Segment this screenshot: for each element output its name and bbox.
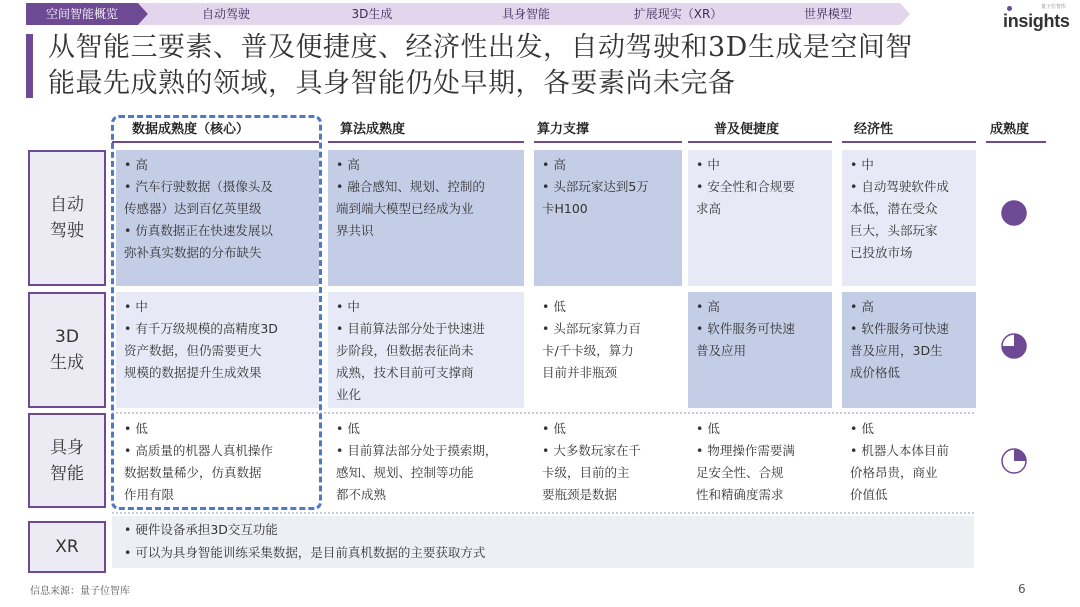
- row-label-embodied-ai: 具身 智能: [28, 413, 106, 508]
- column-underline: [688, 141, 832, 143]
- cell-line: 资产数据，但仍需要更大: [124, 343, 262, 358]
- column-header-economy: 经济性: [854, 122, 894, 137]
- cell-line: 巨大，头部玩家: [850, 223, 938, 238]
- cell-line: • 低: [542, 299, 566, 314]
- cell-driving-economy: [842, 150, 976, 286]
- cell-line: • 低: [336, 421, 360, 436]
- cell-line: 界共识: [336, 223, 374, 238]
- cell-line: • 机器人本体目前: [850, 443, 949, 458]
- cell-line: • 高质量的机器人真机操作: [124, 443, 273, 458]
- nav-item-autonomous-driving[interactable]: 自动驾驶: [201, 7, 250, 21]
- cell-line: • 目前算法部分处于快速进: [336, 321, 485, 336]
- title-accent-bar: [26, 34, 33, 98]
- cell-line: • 中: [336, 299, 360, 314]
- nav-item-embodied-ai[interactable]: 具身智能: [501, 7, 550, 21]
- cell-line: 性和精确度需求: [696, 487, 784, 502]
- cell-line: 端到端大模型已经成为业: [336, 201, 474, 216]
- cell-line: • 软件服务可快速: [850, 321, 949, 336]
- logo-subtext: 量子位智库: [1041, 4, 1067, 10]
- cell-line: • 高: [850, 299, 874, 314]
- cell-line: 卡/千卡级，算力: [542, 343, 634, 358]
- cell-embodied-accessibility: [688, 414, 832, 508]
- cell-line: 卡H100: [542, 201, 588, 216]
- cell-line: • 中: [124, 299, 148, 314]
- cell-3d-accessibility: [688, 292, 832, 408]
- page-number: 6: [1018, 582, 1026, 596]
- cell-3d-compute: [534, 292, 682, 408]
- cell-line: • 汽车行驶数据（摄像头及: [124, 179, 273, 194]
- cell-line: • 物理操作需要满: [696, 443, 795, 458]
- cell-line: • 仿真数据正在快速发展以: [124, 223, 273, 238]
- cell-driving-accessibility: [688, 150, 832, 286]
- cell-line: 已投放市场: [850, 245, 913, 260]
- cell-line: 价格昂贵，商业: [850, 465, 938, 480]
- cell-line: 价值低: [850, 487, 888, 502]
- cell-line: • 低: [124, 421, 148, 436]
- cell-3d-algorithm: [328, 292, 524, 408]
- cell-line: • 头部玩家算力百: [542, 321, 641, 336]
- cell-line: 求高: [696, 201, 722, 216]
- xr-line-2: • 可以为具身智能训练采集数据，是目前真机数据的主要获取方式: [124, 545, 486, 560]
- xr-line-1: • 硬件设备承担3D交互功能: [124, 522, 278, 537]
- cell-line: • 高: [542, 157, 566, 172]
- page-title-line-1: 从智能三要素、普及便捷度、经济性出发，自动驾驶和3D生成是空间智: [48, 32, 913, 63]
- nav-item-overview[interactable]: 空间智能概览: [45, 7, 118, 21]
- cell-line: 普及应用，3D生: [850, 343, 943, 358]
- cell-line: • 有千万级规模的高精度3D: [124, 321, 278, 336]
- page-title: [48, 30, 1048, 102]
- cell-line: 业化: [336, 387, 362, 402]
- cell-line: • 中: [696, 157, 720, 172]
- column-header-algorithm: 算法成熟度: [340, 122, 406, 137]
- row-label-3d-generation: 3D 生成: [28, 292, 106, 408]
- cell-line: 足安全性、合规: [696, 465, 784, 480]
- cell-line: • 软件服务可快速: [696, 321, 795, 336]
- cell-driving-compute: [534, 150, 682, 286]
- cell-line: 普及应用: [696, 343, 747, 358]
- column-header-data: 数据成熟度（核心）: [132, 122, 250, 137]
- maturity-fill: [1002, 201, 1026, 225]
- cell-line: 感知、规划、控制等功能: [336, 465, 474, 480]
- cell-embodied-algorithm: [328, 414, 524, 508]
- cell-line: 成价格低: [850, 365, 901, 380]
- column-header-maturity: 成熟度: [990, 122, 1030, 137]
- logo-wordmark: insights: [1003, 11, 1070, 31]
- nav-item-3d-generation[interactable]: 3D生成: [351, 7, 393, 21]
- cell-driving-algorithm: [328, 150, 524, 286]
- cell-line: • 高: [696, 299, 720, 314]
- column-underline: [986, 141, 1046, 143]
- cell-line: 数据数量稀少，仿真数据: [124, 465, 262, 480]
- cell-line: 要瓶颈是数据: [542, 487, 618, 502]
- cell-embodied-data: [116, 414, 319, 508]
- cell-line: • 低: [850, 421, 874, 436]
- cell-line: 步阶段，但数据表征尚未: [336, 343, 474, 358]
- cell-line: • 头部玩家达到5万: [542, 179, 649, 194]
- maturity-fill: [1014, 449, 1026, 461]
- column-underline: [842, 141, 976, 143]
- nav-item-world-model[interactable]: 世界模型: [803, 7, 852, 21]
- cell-line: 弥补真实数据的分布缺失: [124, 245, 262, 260]
- cell-line: • 低: [696, 421, 720, 436]
- maturity-indicator-driving: [1000, 199, 1028, 227]
- cell-line: • 安全性和合规要: [696, 179, 795, 194]
- column-underline: [534, 141, 682, 143]
- cell-line: 都不成熟: [336, 487, 387, 502]
- page-title-line-2: 能最先成熟的领域，具身智能仍处早期，各要素尚未完备: [48, 68, 736, 99]
- cell-line: • 融合感知、规划、控制的: [336, 179, 485, 194]
- row-separator: [112, 512, 974, 514]
- cell-line: • 中: [850, 157, 874, 172]
- cell-3d-economy: [842, 292, 976, 408]
- cell-line: 作用有限: [124, 487, 175, 502]
- cell-embodied-compute: [534, 414, 682, 508]
- maturity-indicator-embodied: [1000, 447, 1028, 475]
- column-header-accessibility: 普及便捷度: [714, 122, 780, 137]
- cell-driving-data: [116, 150, 319, 286]
- cell-line: • 高: [124, 157, 148, 172]
- cell-line: 卡级，目前的主: [542, 465, 630, 480]
- cell-line: • 目前算法部分处于摸索期，: [336, 443, 498, 458]
- nav-item-xr[interactable]: 扩展现实（XR）: [633, 7, 723, 21]
- row-label-autonomous-driving: 自动 驾驶: [28, 150, 106, 286]
- row-label-xr: XR: [28, 521, 106, 573]
- cell-line: 本低，潜在受众: [850, 201, 938, 216]
- cell-line: • 低: [542, 421, 566, 436]
- cell-line: 成熟，技术目前可支撑商: [336, 365, 474, 380]
- cell-line: 目前并非瓶颈: [542, 365, 618, 380]
- cell-line: 规模的数据提升生成效果: [124, 365, 262, 380]
- cell-3d-data: [116, 292, 319, 408]
- column-underline: [328, 141, 524, 143]
- cell-line: • 高: [336, 157, 360, 172]
- cell-embodied-economy: [842, 414, 976, 508]
- column-underline: [112, 141, 319, 143]
- cell-line: • 大多数玩家在千: [542, 443, 641, 458]
- cell-line: • 自动驾驶软件成: [850, 179, 949, 194]
- cell-line: 传感器）达到百亿英里级: [124, 201, 262, 216]
- top-nav: [26, 3, 910, 25]
- column-header-compute: 算力支撑: [537, 122, 590, 137]
- maturity-indicator-3d: [1000, 332, 1028, 360]
- source-note: 信息来源：量子位智库: [30, 586, 130, 597]
